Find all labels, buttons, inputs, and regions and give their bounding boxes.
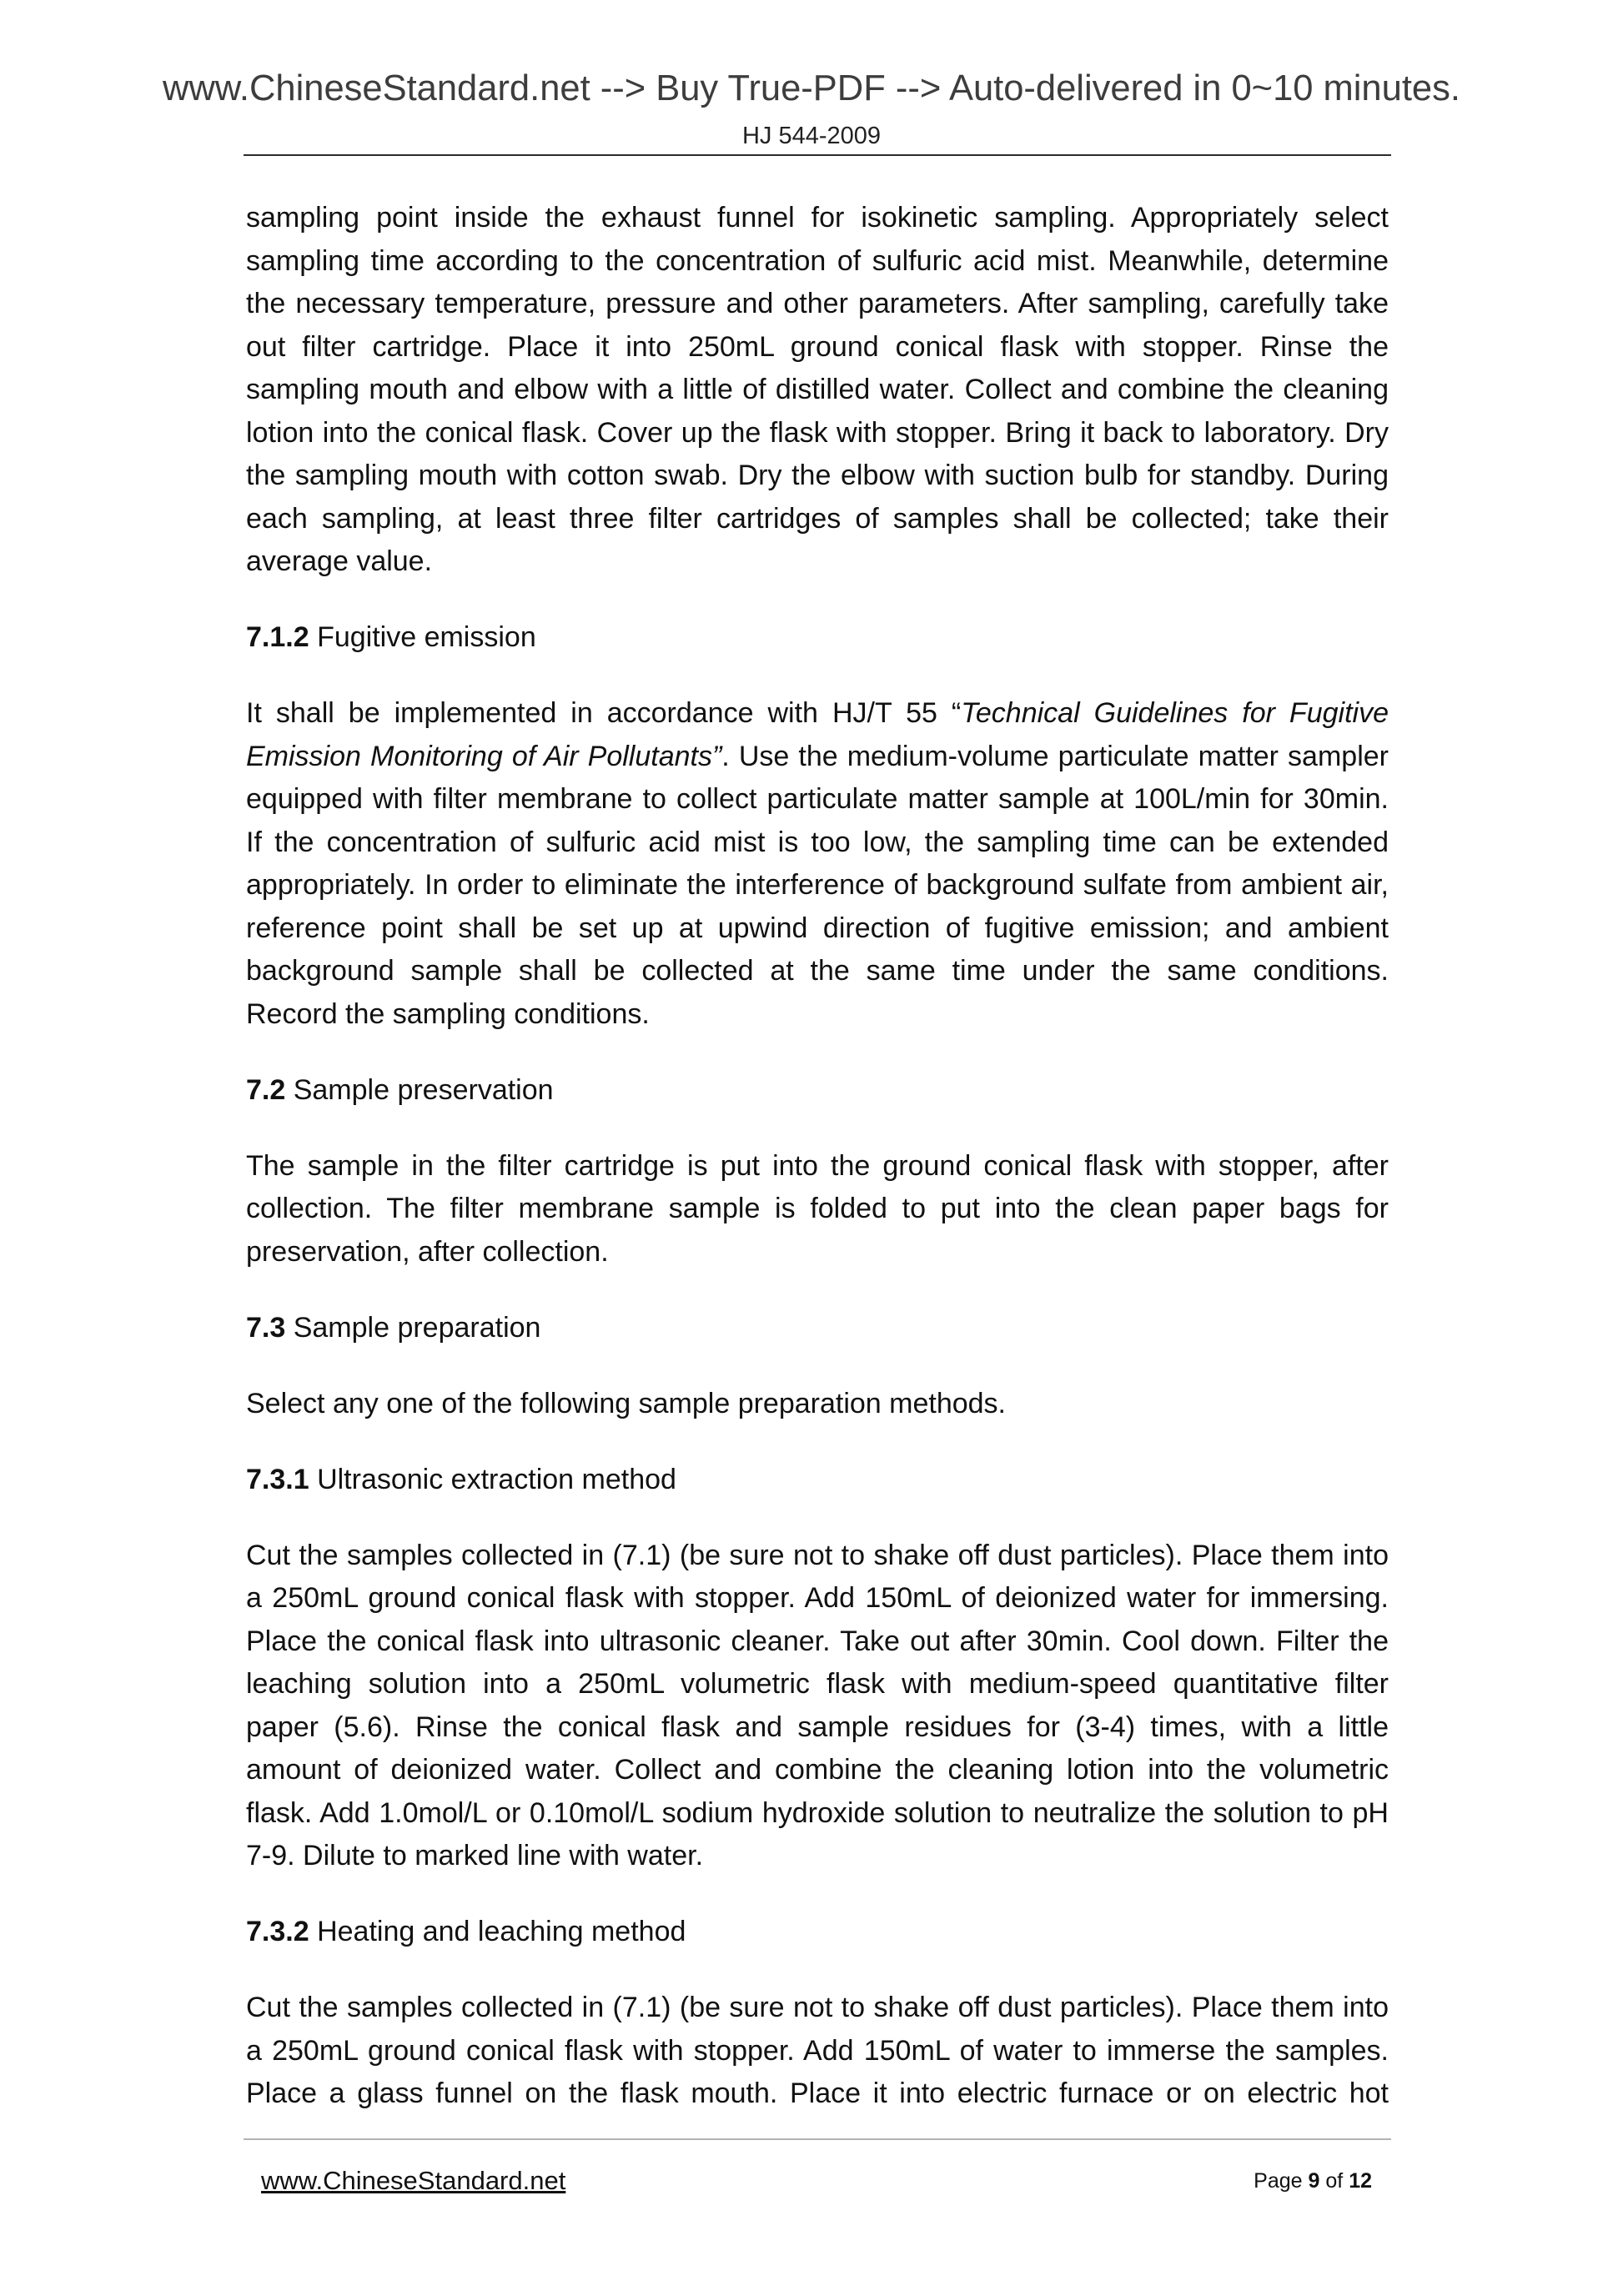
section-number: 7.3.2 [246, 1916, 309, 1947]
section-title: Fugitive emission [317, 621, 536, 653]
section-number: 7.2 [246, 1073, 286, 1106]
page-indicator [1254, 2166, 1372, 2196]
paragraph-line: out filter cartridge. Place it into 250mL ground conical flask with stopper. Rinse the [246, 330, 1389, 363]
line-text: . Use the medium-volume particulate matter sampler [721, 740, 1389, 772]
paragraph-line: Place a glass funnel on the flask mouth. Place it into electric furnace or on electric hot [246, 2077, 1389, 2109]
paragraph-line: a 250mL ground conical flask with stopper. Add 150mL of water to immerse the samples. [246, 2034, 1389, 2067]
paragraph-line: The sample in the filter cartridge is put into the ground conical flask with stopper, after [246, 1149, 1389, 1182]
paragraph-line: leaching solution into a 250mL volumetric flask with medium-speed quantitative filter [246, 1668, 1389, 1700]
paragraph-line: sampling point inside the exhaust funnel for isokinetic sampling. Appropriately select [246, 202, 1389, 234]
footer-site-link[interactable]: www.ChineseStandard.net [261, 2166, 566, 2195]
paragraph-fugitive-emission [246, 692, 1389, 1036]
paragraph-line: flask. Add 1.0mol/L or 0.10mol/L sodium hydroxide solution to neutralize the solution to pH [246, 1796, 1389, 1829]
paragraph-line: lotion into the conical flask. Cover up the flask with stopper. Bring it back to laboratory. Dry [246, 416, 1389, 449]
section-heading-7-3-2 [246, 1911, 1389, 1954]
section-heading-7-1-2 [246, 616, 1389, 660]
document-body [246, 197, 1389, 2148]
section-title: Sample preservation [293, 1073, 554, 1106]
paragraph-line: sampling time according to the concentration of sulfuric acid mist. Meanwhile, determine [246, 244, 1389, 277]
paragraph-line: a 250mL ground conical flask with stopper. Add 150mL of deionized water for immersing. [246, 1582, 1389, 1614]
paragraph-line: paper (5.6). Rinse the conical flask and sample residues for (3-4) times, with a little [246, 1711, 1389, 1743]
paragraph-line: collection. The filter membrane sample is folded to put into the clean paper bags for [246, 1193, 1389, 1224]
standard-code: HJ 544-2009 [741, 123, 882, 149]
paragraph-heating-leaching [246, 1987, 1389, 2116]
paragraph-line: background sample shall be collected at the same time under the same conditions. [246, 955, 1389, 987]
paragraph-line: preservation, after collection. [246, 1235, 609, 1268]
line-text: It shall be implemented in accordance with HJ/T 55 “ [246, 697, 962, 729]
paragraph-sampling-procedure [246, 197, 1389, 584]
page-label: Page [1254, 2169, 1303, 2193]
paragraph-line: equipped with filter membrane to collect particulate matter sample at 100L/min for 30min. [246, 783, 1389, 815]
paragraph-line: Cut the samples collected in (7.1) (be sure not to shake off dust particles). Place them into [246, 1539, 1389, 1571]
header-divider [244, 154, 1391, 156]
section-title: Heating and leaching method [317, 1916, 686, 1947]
section-number: 7.3.1 [246, 1463, 309, 1495]
section-number: 7.1.2 [246, 621, 309, 653]
paragraph-line: Select any one of the following sample preparation methods. [246, 1387, 1006, 1419]
paragraph-line [246, 736, 1389, 779]
paragraph-line: Place the conical flask into ultrasonic cleaner. Take out after 30min. Cool down. Filter the [246, 1625, 1389, 1657]
section-title: Sample preparation [293, 1311, 541, 1344]
paragraph-line: the necessary temperature, pressure and other parameters. After sampling, carefully take [246, 288, 1389, 319]
paragraph-line: reference point shall be set up at upwind direction of fugitive emission; and ambient [246, 912, 1389, 944]
paragraph-line: appropriately. In order to eliminate the interference of background sulfate from ambient air, [246, 869, 1389, 901]
section-heading-7-3-1 [246, 1459, 1389, 1502]
header-banner: www.ChineseStandard.net --> Buy True-PDF --> Auto-delivered in 0~10 minutes. [163, 68, 1460, 108]
section-heading-7-3 [246, 1307, 1389, 1350]
cited-title-italic: Emission Monitoring of Air Pollutants” [246, 740, 722, 772]
page-of-label: of [1325, 2169, 1344, 2193]
section-heading-7-2 [246, 1069, 1389, 1113]
paragraph-line: If the concentration of sulfuric acid mist is too low, the sampling time can be extended [246, 826, 1389, 858]
paragraph-line: Cut the samples collected in (7.1) (be sure not to shake off dust particles). Place them into [246, 1992, 1389, 2023]
paragraph-sample-preservation [246, 1145, 1389, 1274]
page-total: 12 [1349, 2169, 1372, 2193]
paragraph-line: amount of deionized water. Collect and combine the cleaning lotion into the volumetric [246, 1754, 1389, 1786]
paragraph-line: each sampling, at least three filter cartridges of samples shall be collected; take their [246, 502, 1389, 535]
paragraph-line: 7-9. Dilute to marked line with water. [246, 1840, 704, 1871]
paragraph-sample-preparation [246, 1383, 1389, 1426]
paragraph-line [246, 692, 1389, 736]
paragraph-line: the sampling mouth with cotton swab. Dry the elbow with suction bulb for standby. During [246, 460, 1389, 491]
section-title: Ultrasonic extraction method [317, 1463, 676, 1495]
cited-title-italic: Technical Guidelines for Fugitive [961, 697, 1389, 729]
paragraph-line: Record the sampling conditions. [246, 997, 650, 1030]
footer-divider [244, 2138, 1391, 2140]
page-number: 9 [1308, 2169, 1320, 2193]
paragraph-line: sampling mouth and elbow with a little of distilled water. Collect and combine the cleaning [246, 374, 1389, 405]
paragraph-line: average value. [246, 545, 433, 577]
paragraph-ultrasonic-extraction [246, 1535, 1389, 1878]
section-number: 7.3 [246, 1311, 286, 1344]
